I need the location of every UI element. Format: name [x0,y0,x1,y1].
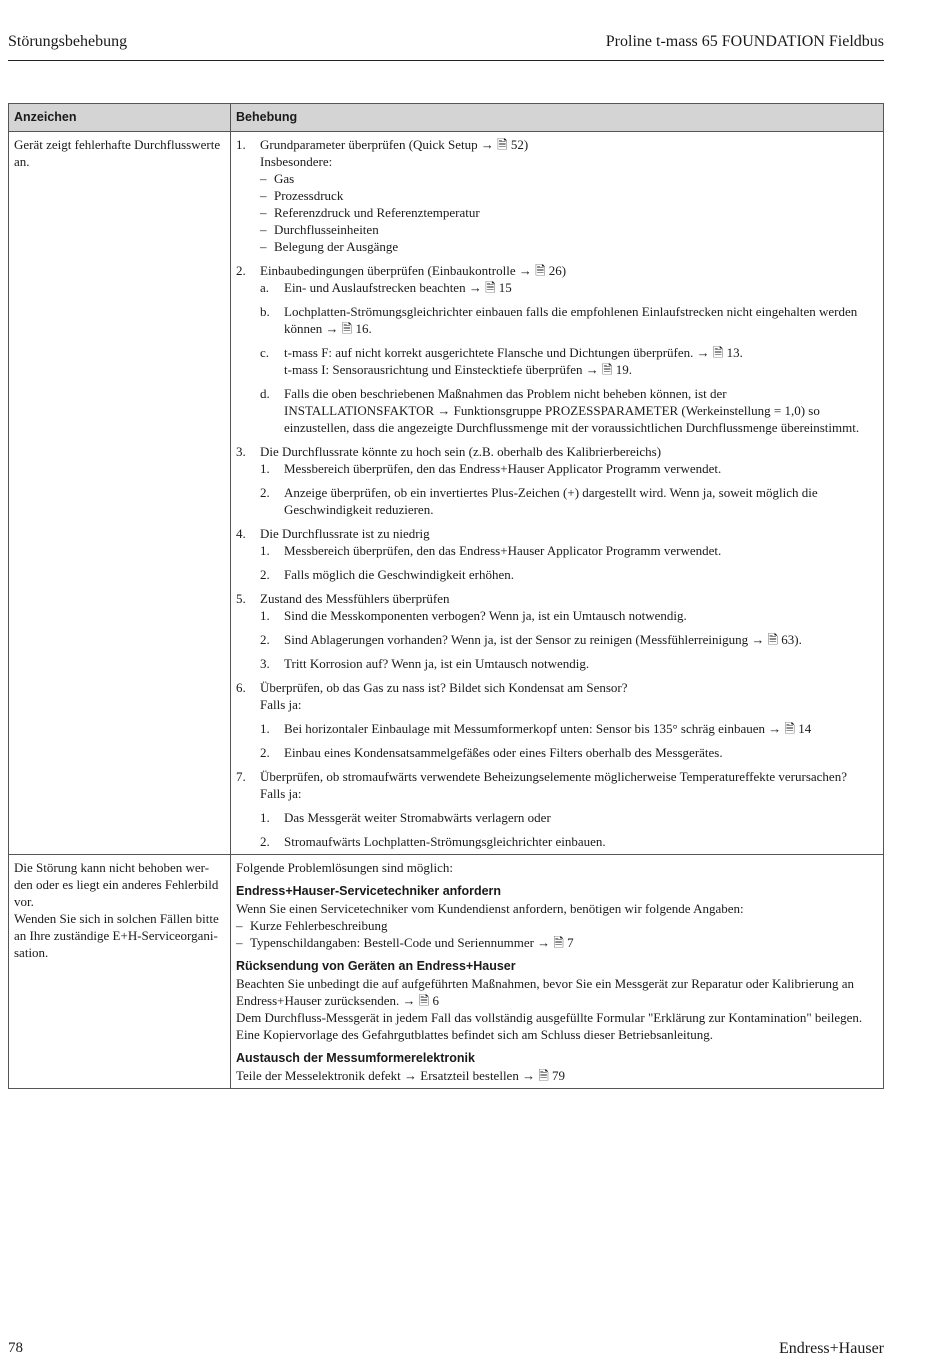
sub-item: 1. Sind die Messkomponenten verbogen? Wenn ja, ist ein Umtausch notwendig. [260,608,687,623]
page-number: 78 [8,1340,23,1356]
sub-item: 1. Bei horizontaler Einbaulage mit Messumformerkopf unten: Sensor bis 135° schräg einbauen → 🗎 14 [260,721,812,736]
sub-item: 1. Das Messgerät weiter Stromabwärts verlagern oder [260,810,551,825]
troubleshooting-table [8,103,884,1089]
column-header-symptom: Anzeichen [9,104,231,132]
sub-item: 2. Stromaufwärts Lochplatten-Strömungsgleichrichter einbauen. [260,834,606,849]
intro-text: Folgende Problemlösungen sind möglich: [236,860,454,875]
section-heading: Endress+Hauser-Servicetechniker anfordern [236,884,502,898]
symptom-text: Gerät zeigt fehlerhafte Durchflusswerte an. [14,137,221,169]
section-text: Teile der Messelektronik defekt → Ersatzteil bestellen → 🗎 79 [236,1068,566,1083]
list-item: 6. Überprüfen, ob das Gas zu nass ist? Bildet sich Kondensat am Sensor? Falls ja: 1. Bei horizontaler Einbaulage mit Messumformerkopf unten: Sensor bis 135° schräg einbauen → 🗎 14 2. Einbau eines Kondensatsammelgefäßes oder eines Filters oberhalb des Messgerätes. [236,679,878,761]
section-heading: Rücksendung von Geräten an Endress+Hauser [236,959,516,973]
sub-item: a. Ein- und Auslaufstrecken beachten → 🗎 15 [260,280,512,295]
table-row [9,132,884,855]
dash-item: – Referenzdruck und Referenztemperatur [260,205,480,220]
section-title: Störungsbehebung [8,33,128,50]
step-text: Zustand des Messfühlers überprüfen [260,591,450,606]
sub-item: 2. Sind Ablagerungen vorhanden? Wenn ja, ist der Sensor zu reinigen (Messfühlerreinigung → 🗎 63). [260,632,802,647]
list-item: 2. Einbaubedingungen überprüfen (Einbaukontrolle → 🗎 26) a. Ein- und Auslaufstrecken beachten → 🗎 15 b. Lochplatten-Strömungsgleichrichter einbauen falls die empfohlenen Einlaufstrecken nicht eingehalten werden können → 🗎 16. c. t-mass F: auf nicht korrekt ausgerichtete Flansche und Dichtungen überprüfen. → 🗎 13. t-mass I: Sensorausrichtung und Einstecktiefe überprüfen → 🗎 19. d. Falls die oben beschriebenen Maßnahmen das Problem nicht beheben können, ist der INSTALLATIONSFAKTOR → Funktionsgruppe PROZESSPARAMETER (Werkeinstellung = 1,0) so einzustellen, dass die angezeigte Durchflussmenge mit der voraussichtlichen Durchflussmenge übereinstimmt. [236,262,878,436]
dash-item: – Typenschildangaben: Bestell-Code und Seriennummer → 🗎 7 [236,935,574,950]
document-title: Proline t-mass 65 FOUNDATION Fieldbus [605,33,884,50]
sub-item: 2. Anzeige überprüfen, ob ein invertiertes Plus-Zeichen (+) dargestellt wird. Wenn ja, soweit möglich die Geschwindigkeit reduzieren. [260,485,818,517]
sub-item: 3. Tritt Korrosion auf? Wenn ja, ist ein Umtausch notwendig. [260,656,590,671]
sub-item: 1. Messbereich überprüfen, den das Endress+Hauser Applicator Programm verwendet. [260,543,722,558]
dash-item: – Belegung der Ausgänge [260,239,399,254]
dash-item: – Durchflusseinheiten [260,222,379,237]
step-text: Einbaubedingungen überprüfen (Einbaukontrolle → 🗎 26) [260,263,567,278]
dash-item: – Kurze Fehlerbeschreibung [236,918,388,933]
list-item: 7. Überprüfen, ob stromaufwärts verwendete Beheizungselemente möglicherweise Temperatureffekte verursachen? Falls ja: 1. Das Messgerät weiter Stromabwärts verlagern oder 2. Stromaufwärts Lochplatten-Strömungsgleichrichter einbauen. [236,768,878,850]
sub-item: 2. Falls möglich die Geschwindigkeit erhöhen. [260,567,514,582]
symptom-cell [9,855,231,1089]
step-extra: Falls ja: [260,786,302,801]
list-item: 5. Zustand des Messfühlers überprüfen 1. Sind die Messkomponenten verbogen? Wenn ja, ist ein Umtausch notwendig. 2. Sind Ablagerungen vorhanden? Wenn ja, ist der Sensor zu reinigen (Messfühlerreinigung → 🗎 63). 3. Tritt Korrosion auf? Wenn ja, ist ein Umtausch notwendig. [236,590,878,672]
section-text: Dem Durchfluss-Messgerät in jedem Fall das vollständig ausgefüllte Formular "Erklärung zur Kontamination" beilegen. Eine Kopiervorlage des Gefahrgutblattes befindet sich am Schluss dieser Betriebsanleitung. [236,1010,863,1042]
dash-item: – Gas [260,171,295,186]
symptom-text: Die Störung kann nicht behoben wer-den oder es liegt ein anderes Fehlerbild vor. [14,860,219,909]
sub-item: 2. Einbau eines Kondensatsammelgefäßes oder eines Filters oberhalb des Messgerätes. [260,745,723,760]
page-header [8,33,884,61]
step-text: Grundparameter überprüfen (Quick Setup → 🗎 52) [260,137,529,152]
step-text: Die Durchflussrate könnte zu hoch sein (z.B. oberhalb des Kalibrierbereichs) [260,444,662,459]
sub-item: d. Falls die oben beschriebenen Maßnahmen das Problem nicht beheben können, ist der INSTALLATIONSFAKTOR → Funktionsgruppe PROZESSPARAMETER (Werkeinstellung = 1,0) so einzustellen, dass die angezeigte Durchflussmenge mit der voraussichtlichen Durchflussmenge übereinstimmt. [260,386,860,435]
column-header-remedy: Behebung [231,104,884,132]
section-heading: Austausch der Messumformerelektronik [236,1051,475,1065]
step-extra: Insbesondere: [260,154,333,169]
section-text: Beachten Sie unbedingt die auf aufgeführten Maßnahmen, bevor Sie ein Messgerät zur Reparatur oder Kalibrierung an Endress+Hauser zurücksenden. → 🗎 6 [236,976,855,1008]
table-header-row [9,104,884,132]
dash-item: – Prozessdruck [260,188,344,203]
sub-item: 1. Messbereich überprüfen, den das Endress+Hauser Applicator Programm verwendet. [260,461,722,476]
brand-name: Endress+Hauser [779,1340,884,1357]
list-item: 3. Die Durchflussrate könnte zu hoch sein (z.B. oberhalb des Kalibrierbereichs) 1. Messbereich überprüfen, den das Endress+Hauser Applicator Programm verwendet. 2. Anzeige überprüfen, ob ein invertiertes Plus-Zeichen (+) dargestellt wird. Wenn ja, soweit möglich die Geschwindigkeit reduzieren. [236,443,878,518]
table-row [9,855,884,1089]
symptom-cell [9,132,231,855]
step-text: Die Durchflussrate ist zu niedrig [260,526,430,541]
symptom-text: Wenden Sie sich in solchen Fällen bitte an Ihre zuständige E+H-Serviceorgani-sation. [14,911,219,960]
section-text: Wenn Sie einen Servicetechniker vom Kundendienst anfordern, benötigen wir folgende Angaben: [236,901,744,916]
step-text: Überprüfen, ob das Gas zu nass ist? Bildet sich Kondensat am Sensor? [260,680,628,695]
step-extra: Falls ja: [260,697,302,712]
remedy-cell [231,132,884,855]
sub-item: c. t-mass F: auf nicht korrekt ausgerichtete Flansche und Dichtungen überprüfen. → 🗎 13. t-mass I: Sensorausrichtung und Einstecktiefe überprüfen → 🗎 19. [260,345,743,377]
list-item: 4. Die Durchflussrate ist zu niedrig 1. Messbereich überprüfen, den das Endress+Hauser Applicator Programm verwendet. 2. Falls möglich die Geschwindigkeit erhöhen. [236,525,878,583]
list-item: 1. Grundparameter überprüfen (Quick Setup → 🗎 52) Insbesondere: – Gas – Prozessdruck – Referenzdruck und Referenztemperatur – Durchflusseinheiten – Belegung der Ausgänge [236,136,878,255]
remedy-cell [231,855,884,1089]
step-text: Überprüfen, ob stromaufwärts verwendete Beheizungselemente möglicherweise Temperatureffekte verursachen? [260,769,847,784]
sub-item: b. Lochplatten-Strömungsgleichrichter einbauen falls die empfohlenen Einlaufstrecken nicht eingehalten werden können → 🗎 16. [260,304,858,336]
